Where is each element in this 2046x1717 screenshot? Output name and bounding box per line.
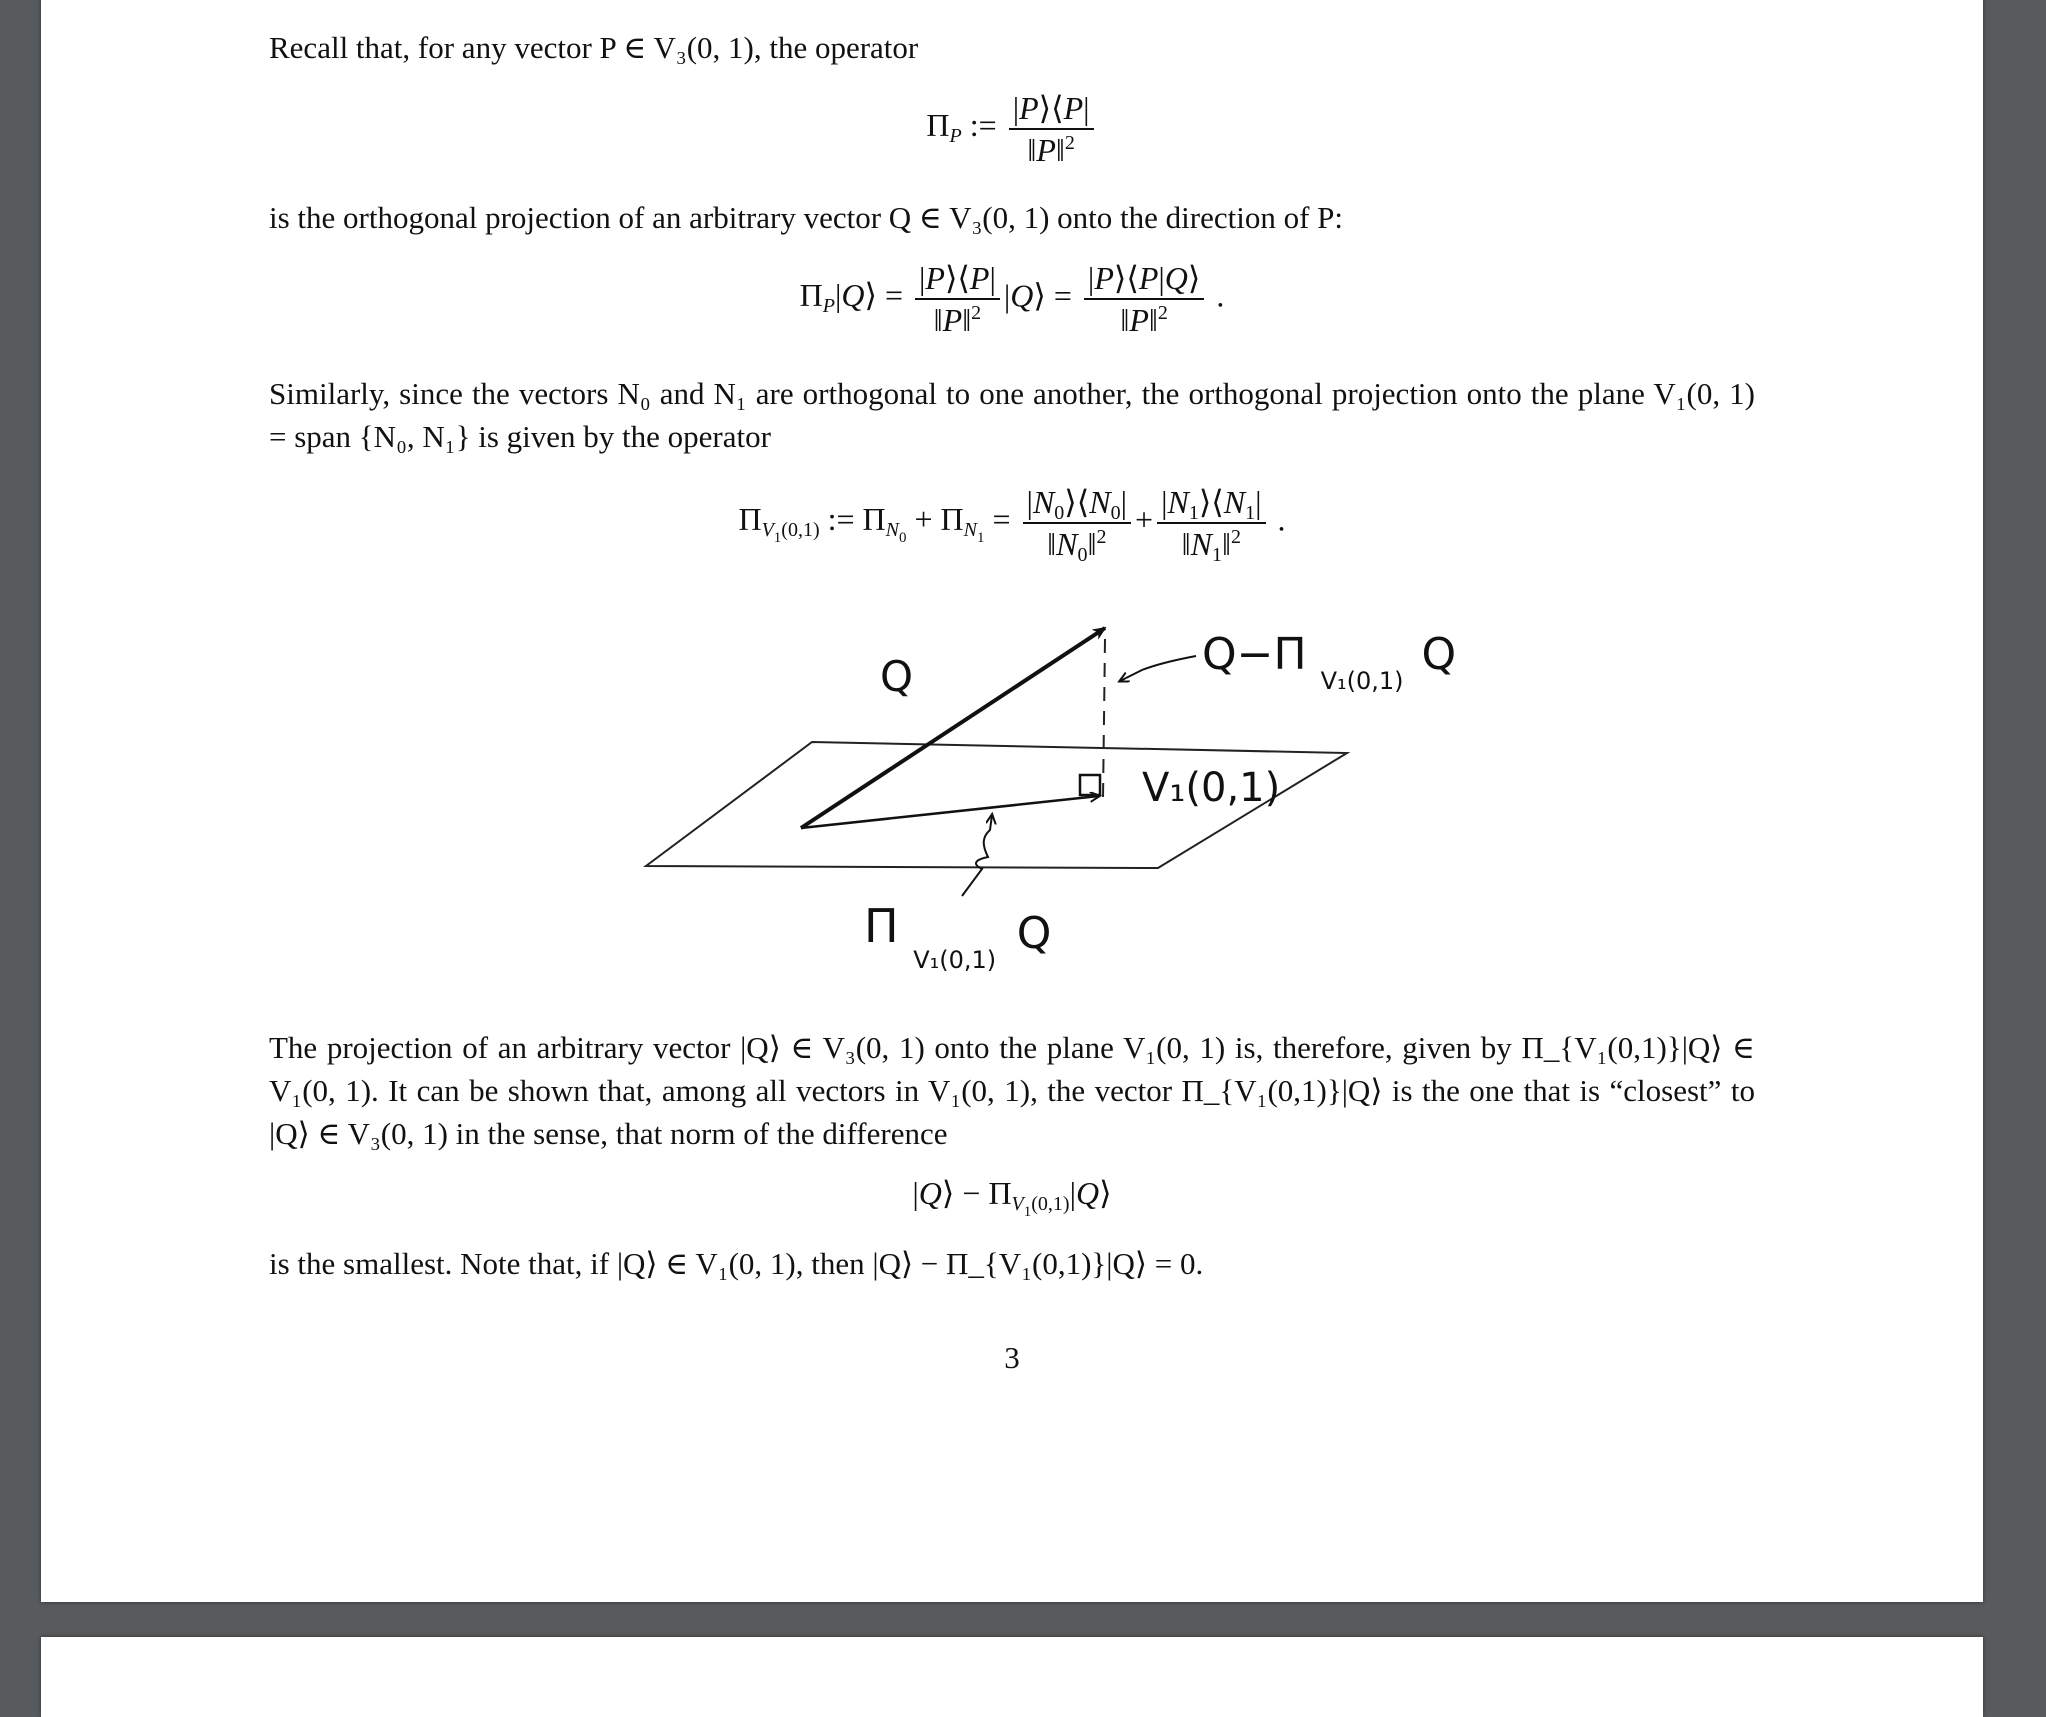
equation-difference: |Q⟩ − $\Pi_{V_1(0,1)}|Q⟩$ bbox=[912, 1175, 1112, 1220]
paragraph-similarly bbox=[269, 372, 1755, 458]
label-projection bbox=[864, 899, 1051, 979]
label-projection-prefix: Π bbox=[864, 899, 899, 953]
label-projection-suffix: Q bbox=[1016, 908, 1052, 959]
projection-pointer bbox=[962, 815, 992, 896]
paragraph-projection-plane-text: The projection of an arbitrary vector |Q⟩ ∈ V₃(0, 1) onto the plane V₁(0, 1) is, therefore, given by Π_{V₁(0,1)}|Q⟩ ∈ V₁(0, 1). It can be shown that, among all vectors in V₁(0, 1), the vector Π_{V₁(0,1)}|Q⟩ is the one that is “closest” to |Q⟩ ∈ V₃(0, 1) in the sense, that norm of the difference bbox=[269, 1030, 1755, 1151]
paragraph-orthogonal-projection-text: is the orthogonal projection of an arbitrary vector Q ∈ V₃(0, 1) onto the direction of P: bbox=[269, 200, 1343, 235]
right-angle-marker bbox=[1080, 775, 1100, 795]
paragraph-smallest-text: is the smallest. Note that, if |Q⟩ ∈ V₁(0, 1), then |Q⟩ − Π_{V₁(0,1)}|Q⟩ = 0. bbox=[269, 1246, 1204, 1281]
document-page-3 bbox=[41, 0, 1983, 1602]
label-difference-suffix: Q bbox=[1421, 629, 1457, 680]
paragraph-orthogonal-projection bbox=[269, 196, 1755, 239]
label-difference-sub: V₁(0,1) bbox=[1320, 667, 1404, 695]
equation-plane-projection-operator: $\Pi_{V_1(0,1)}$ := $\Pi_{N_0} + \Pi_{N_1}$ = $\frac{|N_0⟩⟨N_0|}{‖N_0‖^2}$ + $\frac{|N_1⟩⟨N_1|}{‖N_1‖^2}$ . bbox=[738, 484, 1286, 566]
paragraph-recall-text: Recall that, for any vector P ∈ V₃(0, 1), the operator bbox=[269, 30, 919, 65]
page-number: 3 bbox=[1004, 1340, 1020, 1375]
document-page-4 bbox=[41, 1637, 1983, 1717]
equation-projection-applied: $\Pi_P|Q⟩$ = $\frac{|P⟩⟨P|}{‖P‖^2}$ |Q⟩ = $\frac{|P⟩⟨P|Q⟩}{‖P‖^2}$ . bbox=[799, 260, 1225, 338]
equation-projection-operator: $\Pi_P$ := $\frac{|P⟩⟨P|}{‖P‖^2}$ bbox=[269, 88, 1755, 170]
projection-figure bbox=[590, 615, 1457, 995]
paragraph-similarly-text: Similarly, since the vectors N₀ and N₁ are orthogonal to one another, the orthogonal projection onto the plane V₁(0, 1) = span {N₀, N₁} is given by the operator bbox=[269, 376, 1755, 454]
perpendicular-dashed-line bbox=[1103, 639, 1105, 799]
projection-sketch bbox=[590, 615, 1457, 995]
label-difference-prefix: Q−Π bbox=[1202, 629, 1307, 680]
paragraph-projection-plane bbox=[269, 1026, 1755, 1155]
label-vector-q: Q bbox=[880, 652, 914, 701]
paragraph-smallest bbox=[269, 1242, 1755, 1285]
vector-q-arrow bbox=[801, 628, 1105, 828]
paragraph-recall bbox=[269, 26, 1755, 69]
label-plane: V₁(0,1) bbox=[1142, 765, 1281, 811]
difference-pointer bbox=[1120, 656, 1196, 681]
label-projection-sub: V₁(0,1) bbox=[913, 946, 997, 974]
label-difference bbox=[1202, 629, 1456, 700]
